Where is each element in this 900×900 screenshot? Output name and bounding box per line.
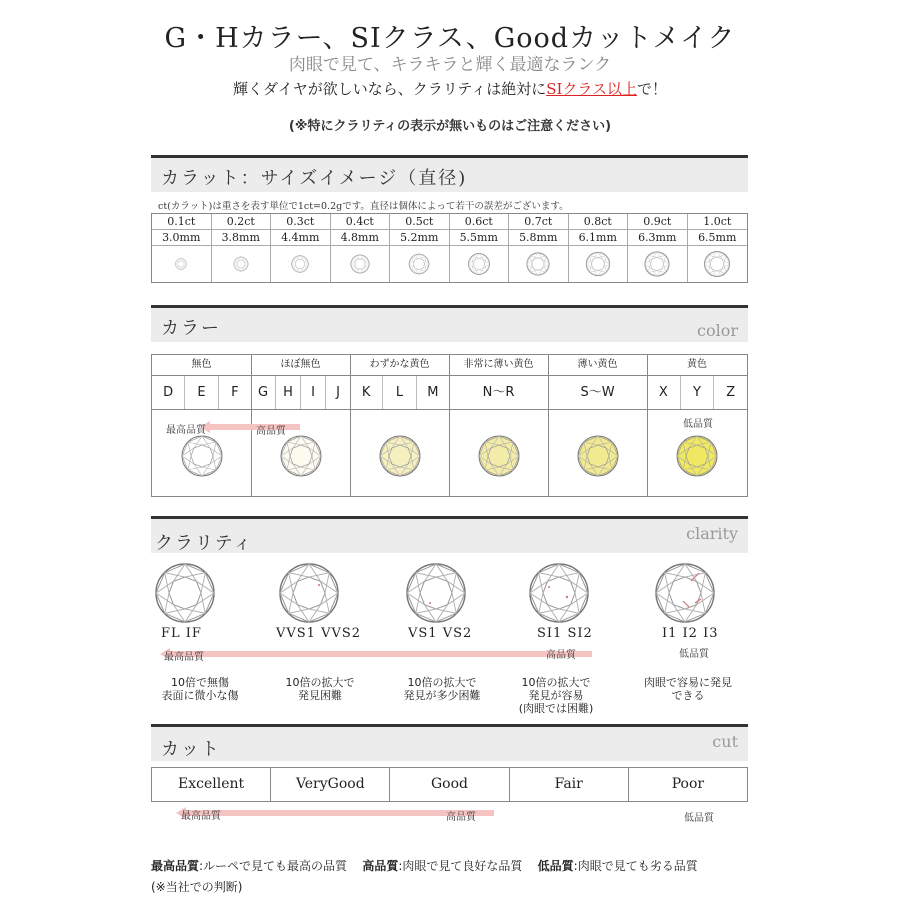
diamond-icon — [583, 249, 613, 279]
carat-mm-cell: 6.5mm — [688, 230, 748, 246]
carat-ct-cell: 0.1ct — [152, 214, 212, 230]
carat-section-header — [151, 155, 748, 192]
color-grade: J — [336, 385, 340, 400]
color-grade: H — [276, 376, 301, 409]
cut-grade: Excellent — [152, 768, 271, 801]
cut-grade-table — [151, 767, 748, 802]
clarity-desc-line: 10倍で無傷 — [171, 676, 229, 689]
color-grade-row — [647, 376, 747, 410]
color-grade-row — [251, 376, 350, 410]
carat-diamond-cell — [450, 246, 510, 282]
carat-mm-cell: 5.2mm — [390, 230, 450, 246]
color-grade: I — [301, 376, 326, 409]
color-heading-en: color — [697, 321, 738, 340]
clarity-desc-line: 表面に微小な傷 — [161, 689, 239, 702]
diamond-icon — [155, 563, 215, 623]
diamond-icon — [181, 435, 223, 477]
cut-heading: カット — [161, 739, 221, 760]
clarity-description — [506, 676, 606, 715]
color-group-label: ほぼ無色 — [251, 355, 350, 376]
carat-ct-cell: 0.6ct — [450, 214, 510, 230]
clarity-heading: クラリティ — [155, 533, 254, 554]
color-grade: K — [350, 376, 383, 409]
diamond-icon — [655, 563, 715, 623]
clarity-grade-label: SI1 SI2 — [537, 626, 593, 641]
low-quality-tag: 低品質 — [684, 813, 714, 824]
color-grade: M — [427, 385, 439, 400]
color-grade-row — [350, 376, 449, 410]
color-group-very-light-yellow — [449, 355, 549, 496]
cut-heading-en: cut — [712, 732, 738, 751]
carat-size-table — [151, 213, 748, 283]
diamond-icon — [166, 249, 196, 279]
diamond-icon — [478, 435, 520, 477]
carat-ct-cell: 0.2ct — [212, 214, 272, 230]
carat-diamond-cell — [331, 246, 391, 282]
legend-best-label: 最高品質 — [151, 859, 200, 873]
diamond-icon — [642, 249, 672, 279]
legend-best-text: :ルーペで見ても最高の品質 — [199, 859, 348, 873]
carat-ct-cell: 0.9ct — [628, 214, 688, 230]
high-quality-tag: 高品質 — [256, 426, 286, 437]
diamond-icon — [406, 563, 466, 623]
carat-ct-cell: 0.7ct — [509, 214, 569, 230]
carat-diamond-cell — [628, 246, 688, 282]
quality-arrow — [160, 647, 592, 661]
carat-diamond-cell — [152, 246, 212, 282]
color-grade: D — [152, 376, 185, 409]
carat-mm-cell: 4.4mm — [271, 230, 331, 246]
carat-ct-cell: 0.4ct — [331, 214, 391, 230]
diamond-icon — [676, 435, 718, 477]
clarity-grade-label: VVS1 VVS2 — [276, 626, 362, 641]
color-grade-row — [449, 376, 548, 410]
quality-legend — [151, 857, 698, 874]
legend-high-label: 高品質 — [362, 859, 399, 873]
clarity-section-header — [151, 516, 748, 553]
clarity-grade-label: VS1 VS2 — [408, 626, 473, 641]
carat-heading: カラット：サイズイメージ（直径) — [161, 168, 468, 189]
clarity-desc-line: (肉眼では困難) — [518, 702, 594, 715]
clarity-desc-line: 発見困難 — [298, 689, 342, 702]
diamond-icon — [226, 249, 256, 279]
recommendation-highlight: SIクラス以上 — [546, 80, 637, 98]
carat-note: ct(カラット)は重さを表す単位で1ct=0.2gです。直径は個体によって若干の誤差がございます。 — [158, 201, 569, 212]
carat-ct-cell: 0.3ct — [271, 214, 331, 230]
high-quality-tag: 高品質 — [446, 812, 476, 823]
carat-ct-cell: 0.5ct — [390, 214, 450, 230]
diamond-icon — [464, 249, 494, 279]
clarity-recommendation — [0, 78, 900, 99]
low-quality-tag: 低品質 — [683, 419, 713, 430]
carat-ct-cell: 1.0ct — [688, 214, 748, 230]
diamond-icon — [702, 249, 732, 279]
carat-diamond-cell — [390, 246, 450, 282]
diamond-icon — [379, 435, 421, 477]
low-quality-tag: 低品質 — [679, 649, 709, 660]
clarity-heading-en: clarity — [686, 524, 738, 543]
legend-high-text: :肉眼で見て良好な品質 — [398, 859, 523, 873]
color-grade: S～W — [580, 385, 615, 400]
carat-ct-cell: 0.8ct — [569, 214, 629, 230]
color-group-label: わずかな黄色 — [350, 355, 449, 376]
color-grade: E — [185, 376, 218, 409]
clarity-desc-line: できる — [671, 689, 705, 702]
legend-low-label: 低品質 — [537, 859, 574, 873]
clarity-desc-line: 10倍の拡大で — [521, 676, 591, 689]
color-grade: Z — [726, 385, 736, 400]
color-group-label: 無色 — [152, 355, 251, 376]
clarity-desc-line: 発見が容易 — [528, 689, 584, 702]
color-group-faint-yellow — [350, 355, 450, 496]
clarity-note: (※特にクラリティの表示が無いものはご注意ください) — [288, 119, 612, 134]
cut-grade: Good — [390, 768, 509, 801]
best-quality-tag: 最高品質 — [166, 425, 206, 436]
clarity-grade-label: I1 I2 I3 — [662, 626, 719, 641]
legend-note: (※当社での判断) — [151, 880, 243, 894]
color-group-label: 非常に薄い黄色 — [449, 355, 548, 376]
carat-diamond-cell — [212, 246, 272, 282]
diamond-icon — [280, 435, 322, 477]
diamond-icon — [279, 563, 339, 623]
recommendation-prefix: 輝くダイヤが欲しいなら、クラリティは絶対に — [233, 80, 547, 98]
carat-mm-cell: 6.1mm — [569, 230, 629, 246]
carat-mm-cell: 5.5mm — [450, 230, 510, 246]
carat-diamond-cell — [271, 246, 331, 282]
clarity-description — [270, 676, 370, 702]
diamond-icon — [345, 249, 375, 279]
clarity-description — [392, 676, 492, 702]
color-grade: Y — [681, 376, 715, 409]
cut-section-header — [151, 724, 748, 761]
clarity-description — [636, 676, 740, 702]
legend-low-text: :肉眼で見ても劣る品質 — [573, 859, 698, 873]
carat-mm-cell: 3.0mm — [152, 230, 212, 246]
clarity-desc-line: 肉眼で容易に発見 — [644, 676, 732, 689]
color-heading: カラー — [161, 318, 221, 339]
diamond-icon — [523, 249, 553, 279]
best-quality-tag: 最高品質 — [181, 811, 221, 822]
color-group-light-yellow — [548, 355, 648, 496]
color-grade: X — [647, 376, 681, 409]
page-subtitle: 肉眼で見て、キラキラと輝く最適なランク — [288, 55, 612, 75]
carat-diamond-cell — [569, 246, 629, 282]
color-grade-row — [152, 376, 251, 410]
cut-grade: Fair — [510, 768, 629, 801]
clarity-description — [150, 676, 250, 702]
carat-diamond-cell — [509, 246, 569, 282]
color-grade-row — [548, 376, 647, 410]
clarity-desc-line: 10倍の拡大で — [285, 676, 355, 689]
carat-mm-cell: 3.8mm — [212, 230, 272, 246]
clarity-desc-line: 10倍の拡大で — [407, 676, 477, 689]
color-grade: L — [383, 376, 416, 409]
carat-mm-cell: 5.8mm — [509, 230, 569, 246]
color-grade: G — [251, 376, 276, 409]
diamond-icon — [577, 435, 619, 477]
diamond-icon — [404, 249, 434, 279]
clarity-grade-label: FL IF — [161, 626, 202, 641]
diamond-icon — [285, 249, 315, 279]
color-group-label: 薄い黄色 — [548, 355, 647, 376]
carat-mm-cell: 4.8mm — [331, 230, 391, 246]
cut-grade: Poor — [671, 776, 705, 792]
recommendation-suffix: で！ — [636, 80, 667, 98]
diamond-icon — [529, 563, 589, 623]
color-group-label: 黄色 — [647, 355, 747, 376]
color-grade: F — [231, 385, 239, 400]
color-grade: N～R — [482, 385, 515, 400]
color-section-header — [151, 305, 748, 342]
best-quality-tag: 最高品質 — [164, 652, 204, 663]
cut-grade: VeryGood — [271, 768, 390, 801]
page-title: G・Hカラー、SIクラス、Goodカットメイク — [164, 23, 736, 54]
carat-diamond-cell — [688, 246, 748, 282]
carat-mm-cell: 6.3mm — [628, 230, 688, 246]
clarity-desc-line: 発見が多少困難 — [403, 689, 481, 702]
high-quality-tag: 高品質 — [546, 650, 576, 661]
